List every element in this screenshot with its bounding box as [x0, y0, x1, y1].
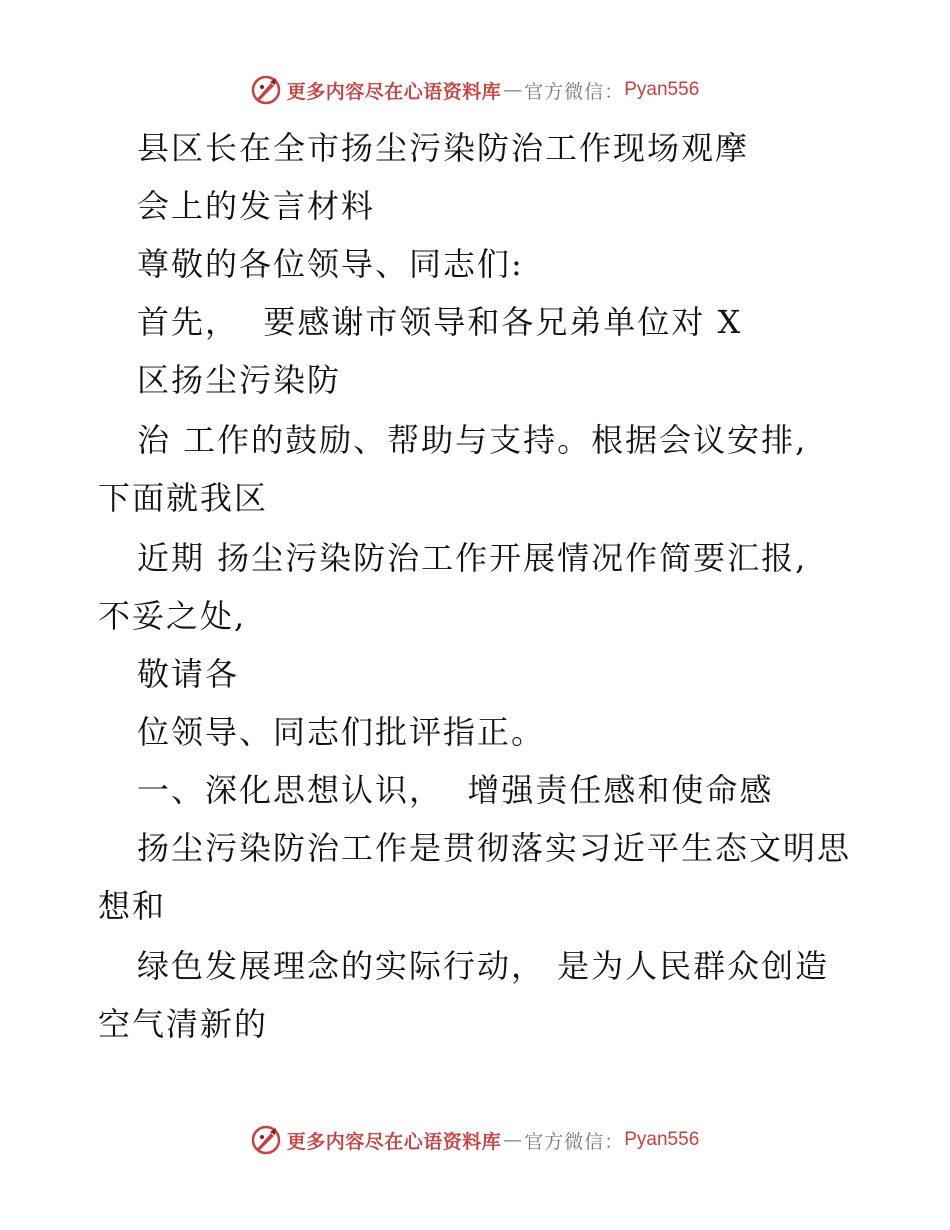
paragraph-line: 尊敬的各位领导、同志们:: [137, 245, 524, 283]
paragraph-line: 绿色发展理念的实际行动， 是为人民群众创造: [137, 947, 830, 985]
paragraph-line: 位领导、同志们批评指正。: [137, 713, 546, 751]
watermark-dash: —: [503, 79, 523, 101]
paragraph-line: 不妥之处,: [98, 597, 247, 635]
watermark-wechat-id: Pyan556: [624, 79, 700, 100]
paragraph-line: 敬请各: [137, 655, 240, 693]
document-title-line-2: 会上的发言材料: [137, 187, 376, 225]
watermark-text: 更多内容尽在心语资料库: [286, 1130, 502, 1153]
watermark-text: 更多内容尽在心语资料库: [286, 80, 502, 103]
document-title-line-1: 县区长在全市扬尘污染防治工作现场观摩: [137, 129, 750, 167]
header-watermark: [0, 70, 950, 110]
section-heading: 一、深化思想认识， 增强责任感和使命感: [137, 771, 774, 809]
paragraph-line: 空气清新的: [98, 1005, 269, 1043]
paragraph-line: 区扬尘污染防: [137, 361, 342, 399]
paragraph-line: 首先， 要感谢市领导和各兄弟单位对 X: [137, 303, 743, 341]
watermark-official-label: 官方微信：: [524, 80, 625, 103]
quill-pen-logo-icon: [251, 1125, 281, 1155]
footer-watermark: [0, 1120, 950, 1160]
paragraph-line: 想和: [98, 887, 167, 925]
watermark-official-label: 官方微信：: [524, 1130, 625, 1153]
quill-pen-logo-icon: [251, 75, 281, 105]
paragraph-line: 下面就我区: [98, 479, 269, 517]
paragraph-line: 扬尘污染防治工作是贯彻落实习近平生态文明思: [137, 829, 852, 867]
watermark-wechat-id: Pyan556: [624, 1129, 700, 1150]
paragraph-line: 近期 扬尘污染防治工作开展情况作简要汇报,: [137, 539, 808, 577]
paragraph-line: 治 工作的鼓励、帮助与支持。根据会议安排,: [137, 421, 808, 459]
watermark-dash: —: [503, 1129, 523, 1151]
